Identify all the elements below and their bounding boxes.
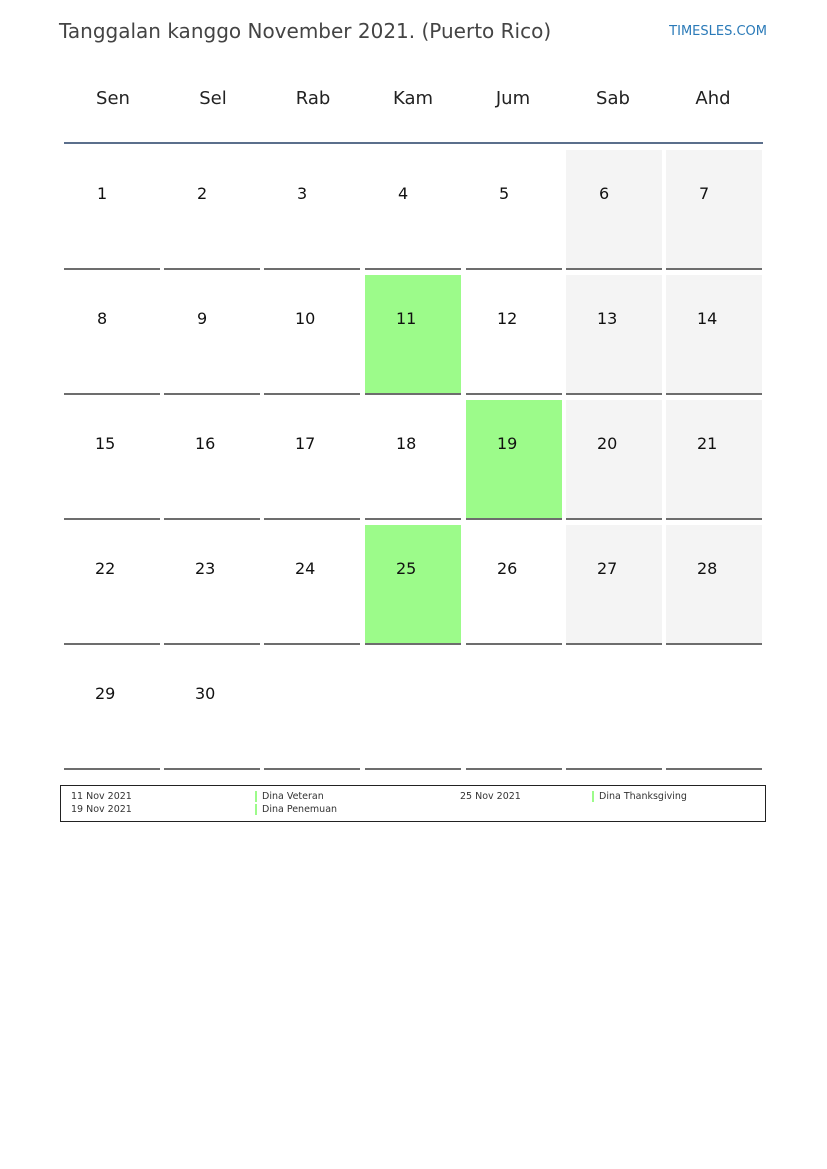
day-number: 24 [295, 559, 316, 578]
weekday-label-fri: Jum [495, 88, 531, 109]
day-number: 15 [95, 434, 116, 453]
day-cell [466, 650, 562, 770]
day-cell[interactable] [164, 650, 260, 770]
legend-date: 19 Nov 2021 [71, 804, 132, 815]
brand-link[interactable]: TIMESLES.COM [669, 24, 767, 39]
day-cell[interactable] [466, 525, 562, 645]
day-number: 2 [197, 184, 208, 203]
weekday-label-mon: Sen [96, 88, 130, 109]
day-number: 27 [597, 559, 618, 578]
legend-holiday-name: Dina Veteran [262, 791, 324, 802]
day-number: 6 [599, 184, 610, 203]
day-number: 16 [195, 434, 216, 453]
day-cell[interactable] [666, 150, 762, 270]
day-cell[interactable] [566, 150, 662, 270]
day-cell[interactable] [365, 525, 461, 645]
legend-date: 25 Nov 2021 [460, 791, 521, 802]
day-cell [566, 650, 662, 770]
day-cell[interactable] [365, 400, 461, 520]
day-number: 25 [396, 559, 417, 578]
header-divider [64, 142, 763, 144]
day-cell [365, 650, 461, 770]
day-cell[interactable] [566, 400, 662, 520]
day-cell[interactable] [64, 525, 160, 645]
day-cell[interactable] [64, 650, 160, 770]
day-cell[interactable] [566, 525, 662, 645]
day-number: 21 [697, 434, 718, 453]
legend-holiday-name: Dina Penemuan [262, 804, 338, 815]
weekday-label-sat: Sab [596, 88, 630, 109]
day-cell[interactable] [64, 275, 160, 395]
legend-holiday-name: Dina Thanksgiving [599, 791, 687, 802]
legend-date: 11 Nov 2021 [71, 791, 132, 802]
day-number: 1 [97, 184, 108, 203]
day-cell[interactable] [264, 525, 360, 645]
day-number: 30 [195, 684, 216, 703]
day-number: 29 [95, 684, 116, 703]
day-cell[interactable] [466, 400, 562, 520]
day-number: 13 [597, 309, 618, 328]
day-number: 14 [697, 309, 718, 328]
day-cell[interactable] [264, 400, 360, 520]
day-number: 3 [297, 184, 308, 203]
day-cell[interactable] [164, 150, 260, 270]
day-cell[interactable] [164, 525, 260, 645]
day-cell[interactable] [264, 150, 360, 270]
day-number: 5 [499, 184, 510, 203]
holiday-color-marker [255, 791, 257, 802]
day-cell[interactable] [64, 400, 160, 520]
weekday-header-row [63, 88, 763, 120]
day-number: 8 [97, 309, 108, 328]
day-cell[interactable] [466, 275, 562, 395]
day-cell[interactable] [666, 525, 762, 645]
day-cell[interactable] [164, 275, 260, 395]
day-cell [666, 650, 762, 770]
day-number: 9 [197, 309, 208, 328]
day-number: 20 [597, 434, 618, 453]
day-cell[interactable] [466, 150, 562, 270]
day-cell[interactable] [164, 400, 260, 520]
day-number: 26 [497, 559, 518, 578]
day-number: 23 [195, 559, 216, 578]
day-cell[interactable] [666, 275, 762, 395]
holiday-color-marker [592, 791, 594, 802]
weekday-label-tue: Sel [199, 88, 227, 109]
day-cell[interactable] [64, 150, 160, 270]
holiday-legend [60, 785, 766, 822]
day-number: 4 [398, 184, 409, 203]
weekday-label-thu: Kam [392, 88, 434, 109]
day-cell[interactable] [566, 275, 662, 395]
day-number: 22 [95, 559, 116, 578]
day-number: 18 [396, 434, 417, 453]
day-cell [264, 650, 360, 770]
weekday-label-wed: Rab [295, 88, 331, 109]
holiday-color-marker [255, 804, 257, 815]
page-title: Tanggalan kanggo November 2021. (Puerto Rico) [59, 19, 552, 43]
day-number: 19 [497, 434, 518, 453]
day-number: 17 [295, 434, 316, 453]
day-cell[interactable] [264, 275, 360, 395]
day-number: 12 [497, 309, 518, 328]
day-cell[interactable] [365, 275, 461, 395]
day-number: 28 [697, 559, 718, 578]
weekday-label-sun: Ahd [695, 88, 731, 109]
day-cell[interactable] [666, 400, 762, 520]
day-number: 11 [396, 309, 417, 328]
day-number: 10 [295, 309, 316, 328]
day-cell[interactable] [365, 150, 461, 270]
day-number: 7 [699, 184, 710, 203]
